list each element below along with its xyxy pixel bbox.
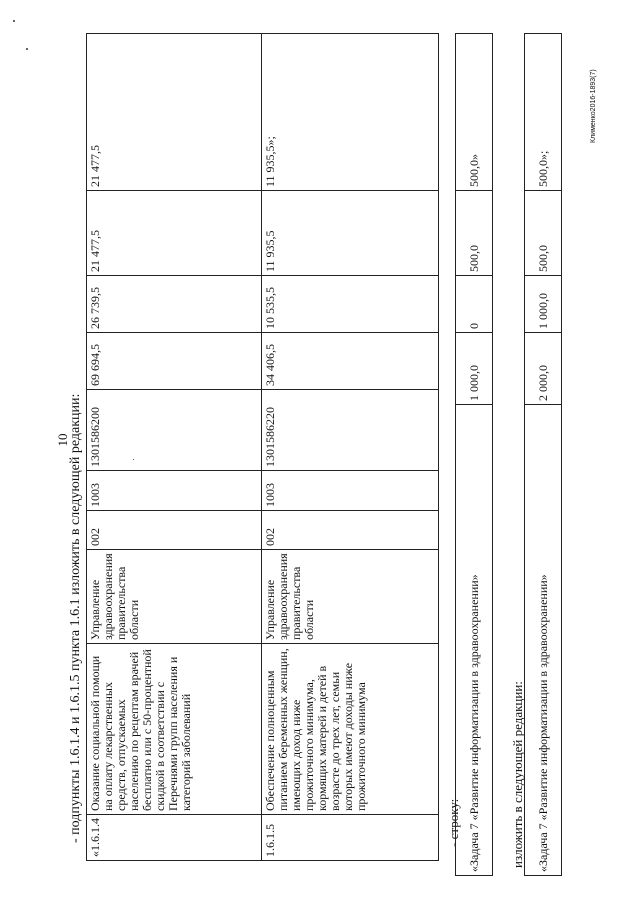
table-row — [525, 34, 562, 876]
year1-amount: 26 739,5 — [87, 276, 262, 333]
budget-code: 002 — [262, 511, 439, 550]
year3-amount: 11 935,5»; — [262, 34, 439, 191]
string-label: - строку: — [446, 798, 461, 847]
responsible-org: Управление здравоохранения правительства области — [262, 550, 439, 644]
budget-article: 1301586220 — [262, 390, 439, 471]
year2-amount: 500,0 — [525, 191, 562, 276]
task-new-table — [524, 33, 562, 876]
total-amount: 2 000,0 — [525, 333, 562, 405]
restate-label: изложить в следующей редакции: — [510, 681, 525, 868]
scan-speck — [26, 48, 28, 50]
item-number: «1.6.1.4 — [87, 815, 262, 861]
table-row — [456, 34, 493, 876]
year1-amount: 10 535,5 — [262, 276, 439, 333]
year3-amount: 21 477,5 — [87, 34, 262, 191]
table-row — [87, 34, 262, 861]
year3-amount: 500,0»; — [525, 34, 562, 191]
item-number: 1.6.1.5 — [262, 815, 439, 861]
year2-amount: 11 935,5 — [262, 191, 439, 276]
budget-section: 1003 — [87, 471, 262, 511]
page-number: 10 — [55, 433, 70, 447]
table-row — [262, 34, 439, 861]
responsible-org: Управление здравоохранения правительства области — [87, 550, 262, 644]
year3-amount: 500,0» — [456, 34, 493, 191]
year2-amount: 500,0 — [456, 191, 493, 276]
document-stamp: Клименко2016-1893(7) — [590, 69, 597, 143]
subprogram-table — [86, 33, 439, 861]
budget-section: 1003 — [262, 471, 439, 511]
budget-article: 1301586200 — [87, 390, 262, 471]
total-amount: 69 694,5 — [87, 333, 262, 390]
measure-name: Оказание социальной помощи на оплату лекарственных средств, отпускаемых населению по рецептам врачей бесплатно или с 50-процентной скидкой в соответствии с Перечнями групп населения и категорий заболеваний — [87, 644, 262, 815]
total-amount: 34 406,5 — [262, 333, 439, 390]
year1-amount: 0 — [456, 276, 493, 333]
task-label: «Задача 7 «Развитие информатизации в здравоохранении» — [525, 405, 562, 876]
year1-amount: 1 000,0 — [525, 276, 562, 333]
task-old-table — [455, 33, 493, 876]
total-amount: 1 000,0 — [456, 333, 493, 405]
measure-name: Обеспечение полноценным питанием беременных женщин, имеющих доход ниже прожиточного минимума, кормящих матерей и детей в возрасте до трех лет, семьи которых имеют доходы ниже прожиточного минимума — [262, 644, 439, 815]
amendment-heading: - подпункты 1.6.1.4 и 1.6.1.5 пункта 1.6.1 изложить в следующей редакции: — [68, 393, 83, 843]
budget-code: 002 — [87, 511, 262, 550]
scan-speck — [13, 20, 15, 22]
task-label: «Задача 7 «Развитие информатизации в здравоохранении» — [456, 405, 493, 876]
year2-amount: 21 477,5 — [87, 191, 262, 276]
